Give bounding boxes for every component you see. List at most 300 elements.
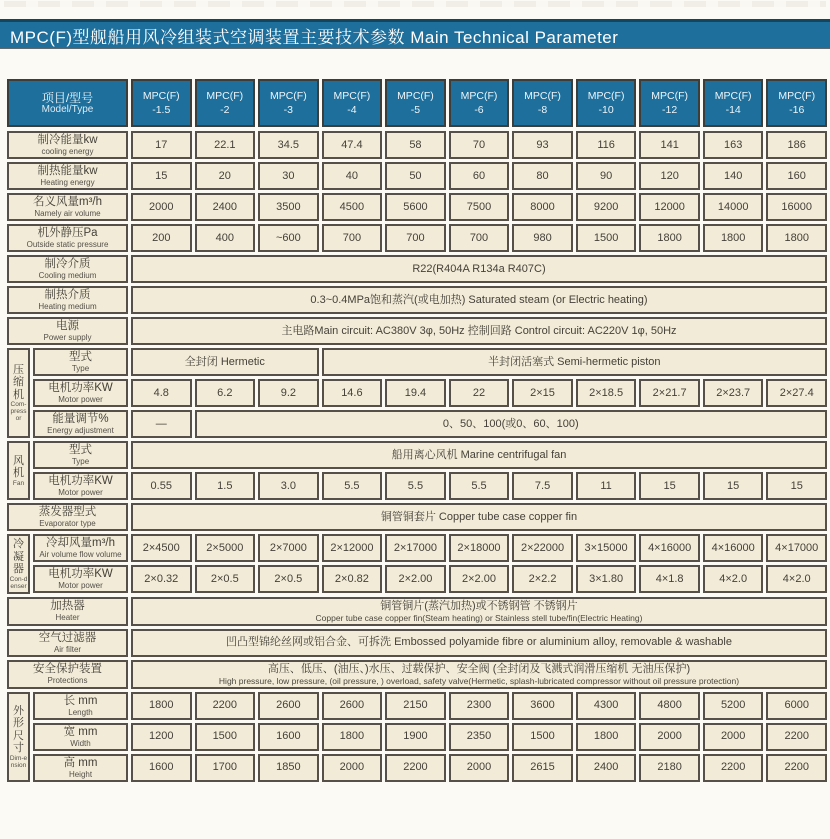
table-cell (703, 692, 764, 720)
table-cell (703, 754, 764, 782)
table-cell (131, 441, 827, 469)
table-row (7, 597, 827, 626)
table-row (33, 534, 827, 562)
row-label-en: Power supply (43, 333, 92, 342)
cell-value: 2000 (149, 200, 174, 213)
cell-value: 2200 (784, 730, 809, 742)
cell-value: 全封闭 Hermetic (184, 355, 265, 368)
cell-value: 2400 (212, 200, 238, 213)
table-cell (131, 754, 192, 782)
group-label-cn-char: 机 (13, 467, 24, 479)
table-cell (195, 193, 256, 221)
table-cell (258, 692, 319, 720)
row-group (7, 441, 827, 503)
table-cell (195, 472, 256, 500)
table-cell (322, 224, 383, 252)
table-cell (131, 410, 192, 438)
row-cells (131, 317, 827, 345)
table-row (7, 660, 827, 689)
row-label (33, 348, 128, 376)
cell-value: — (155, 417, 167, 430)
cell-value: 14000 (717, 200, 749, 213)
cell-value: 2×18.5 (589, 386, 624, 399)
table-row (33, 565, 827, 593)
table-cell (576, 193, 637, 221)
row-cells (131, 754, 827, 782)
cell-value: 4×16000 (648, 541, 692, 554)
row-label-cn: 制冷介质 (44, 258, 91, 270)
cell-value: 2×17000 (393, 541, 438, 554)
cell-value: 5200 (720, 699, 746, 711)
table-cell (195, 534, 256, 562)
row-cells (131, 224, 827, 252)
group-label-en: Fan (12, 479, 25, 487)
cell-value: 700 (469, 231, 489, 244)
table-cell (131, 317, 827, 345)
cell-value: 4×2.0 (719, 572, 748, 585)
cell-value: 0.55 (150, 479, 172, 492)
table-row (33, 754, 827, 782)
row-cells (131, 441, 827, 469)
cell-value: 5.5 (407, 479, 424, 492)
cell-value: 4×1.8 (655, 572, 684, 585)
row-label-cn: 电机功率KW (48, 475, 113, 487)
model-suffix: -12 (662, 104, 678, 116)
row-group (7, 692, 827, 785)
model-name: MPC(F) (714, 90, 752, 102)
cell-value: 22.1 (214, 138, 236, 151)
table-cell (385, 754, 446, 782)
table-cell (131, 162, 192, 190)
cell-value: 400 (215, 231, 234, 244)
cell-value: 3.0 (280, 479, 296, 492)
cell-value: 1700 (212, 761, 238, 773)
row-cells (131, 660, 827, 689)
table-cell (639, 379, 700, 407)
cell-value: 4×16000 (711, 541, 755, 554)
row-label (7, 597, 128, 626)
row-label (7, 286, 128, 314)
row-label-cn: 长 mm (63, 694, 98, 707)
model-name: MPC(F) (333, 90, 371, 102)
model-suffix: -16 (789, 104, 805, 116)
cell-value: 凹凸型锦纶丝网或铝合金、可拆洗 Embossed polyamide fibre or aluminium alloy, removable & washable (226, 636, 732, 648)
header-cells (131, 79, 827, 127)
table-cell (766, 565, 827, 593)
cell-value: 1800 (784, 231, 809, 244)
row-label (7, 660, 128, 689)
table-row (33, 410, 827, 438)
cell-value: 700 (406, 231, 425, 244)
table-row (7, 193, 827, 221)
row-label (7, 193, 128, 221)
cell-value: 2200 (403, 761, 428, 773)
table-cell (703, 162, 764, 190)
table-cell (131, 255, 827, 283)
cell-value: 1600 (276, 730, 301, 742)
group-label-cn-char: 尺 (13, 729, 24, 742)
cell-value: 2×18000 (457, 541, 501, 554)
table-cell (322, 162, 383, 190)
table-cell (449, 534, 510, 562)
cell-value: 47.4 (341, 138, 363, 151)
column-header-cell (576, 79, 637, 127)
table-cell (322, 472, 383, 500)
row-label-cn: 制冷能量kw (37, 134, 98, 146)
table-cell (449, 162, 510, 190)
row-label (33, 472, 128, 500)
table-cell (639, 754, 700, 782)
table-cell (703, 193, 764, 221)
table-cell (512, 754, 573, 782)
table-row (33, 379, 827, 407)
cell-value: 5600 (403, 200, 428, 213)
table-cell (576, 224, 637, 252)
table-cell (639, 565, 700, 593)
table-cell (703, 472, 764, 500)
table-cell (322, 565, 383, 593)
cell-value: 主电路Main circuit: AC380V 3φ, 50Hz 控制回路 Control circuit: AC220V 1φ, 50Hz (281, 324, 677, 337)
table-cell (449, 379, 510, 407)
table-cell (703, 379, 764, 407)
cell-value: 1800 (339, 730, 365, 742)
table-cell (258, 754, 319, 782)
row-cells (131, 503, 827, 531)
cell-value: 15 (727, 479, 740, 492)
row-cells (131, 597, 827, 626)
table-cell (322, 723, 383, 751)
cell-value: 17 (155, 138, 168, 151)
table-cell (449, 131, 510, 159)
table-row (7, 131, 827, 159)
row-cells (131, 286, 827, 314)
table-cell (385, 162, 446, 190)
cell-value: 2615 (530, 761, 555, 773)
row-label-en: Evaporator type (39, 519, 96, 528)
cell-value-en: High pressure, low pressure, (oil pressure, ) overload, safety valve(Hermetic, splash-lubricated compressor without oil pressure protection) (218, 675, 740, 686)
table-row (33, 723, 827, 751)
group-rows (33, 441, 827, 503)
cell-value: 4×17000 (775, 541, 819, 554)
table-cell (258, 723, 319, 751)
model-name: MPC(F) (587, 90, 625, 102)
table-cell (703, 565, 764, 593)
page-title (0, 19, 830, 49)
cell-value: 40 (345, 169, 359, 182)
table-cell (576, 131, 637, 159)
cell-value: 2300 (466, 699, 492, 711)
cell-value: 2×22000 (520, 541, 565, 554)
cell-value: 5.5 (344, 479, 360, 492)
cell-value: 2350 (466, 730, 492, 742)
table-cell (449, 565, 510, 593)
model-name: MPC(F) (206, 90, 244, 102)
cell-value: 700 (342, 231, 362, 244)
table-cell (258, 193, 319, 221)
cell-value: 铜管铜片(蒸汽加热)或不锈钢管 不锈钢片 (380, 599, 578, 612)
group-label (7, 692, 30, 782)
row-label-en: Motor power (58, 395, 103, 404)
row-label-en: Heating medium (38, 302, 97, 311)
row-label-en: Length (68, 707, 93, 717)
table-cell (449, 754, 510, 782)
row-label-cn: 型式 (69, 351, 92, 363)
cell-value: 7.5 (534, 479, 551, 492)
row-label-en: Type (71, 364, 90, 373)
group-rows (33, 534, 827, 597)
group-label-cn-char: 缩 (13, 376, 24, 389)
row-label (7, 224, 128, 252)
row-label (33, 692, 128, 720)
row-label-en: Motor power (58, 488, 103, 497)
header-label-cn: 项目/型号 (41, 91, 94, 105)
table-row (7, 255, 827, 283)
table-cell (766, 754, 827, 782)
row-label-cn: 安全保护装置 (33, 663, 102, 675)
table-row (7, 224, 827, 252)
row-label (33, 441, 128, 469)
row-label-en: Cooling medium (38, 271, 97, 280)
table-cell (258, 162, 319, 190)
row-group (7, 348, 827, 441)
table-cell (639, 131, 700, 159)
table-cell (766, 162, 827, 190)
table-cell (576, 534, 637, 562)
cell-value: 2×5000 (206, 541, 244, 554)
table-cell (131, 286, 827, 314)
cell-value: 0.3~0.4MPa饱和蒸汽(或电加热) Saturated steam (or Electric heating) (310, 293, 648, 306)
row-label-en: Air volume flow volume (39, 550, 122, 559)
table-cell (385, 534, 446, 562)
cell-value: 2×15 (530, 386, 555, 399)
group-label-cn-char: 冷 (13, 538, 24, 550)
cell-value: 9.2 (280, 386, 296, 399)
cell-value: 半封闭活塞式 Semi-hermetic piston (488, 355, 661, 368)
cell-value: 90 (599, 169, 613, 182)
cell-value: 7500 (466, 200, 492, 213)
cell-value: 4×2.0 (782, 572, 811, 585)
table-cell (512, 472, 573, 500)
cell-value: 19.4 (404, 386, 427, 399)
row-cells (131, 255, 827, 283)
table-row (33, 441, 827, 469)
cell-value: 4800 (657, 699, 682, 711)
row-cells (131, 348, 827, 376)
table-cell (385, 131, 446, 159)
group-label (7, 441, 30, 500)
table-cell (131, 660, 827, 689)
table-cell (639, 224, 700, 252)
row-label (33, 754, 128, 782)
table-row (7, 162, 827, 190)
cell-value: 1850 (276, 761, 301, 773)
table-cell (449, 472, 510, 500)
cell-value: 2×21.7 (652, 386, 687, 399)
cell-value: 60 (472, 169, 486, 182)
cell-value: 1600 (149, 761, 174, 773)
table-cell (512, 193, 573, 221)
table-cell (576, 162, 637, 190)
model-suffix: -2 (220, 104, 230, 116)
scan-edge-artifact (4, 1, 826, 7)
table-cell (258, 131, 319, 159)
cell-value: 1800 (657, 231, 682, 244)
cell-value: 50 (409, 169, 422, 182)
model-name: MPC(F) (269, 90, 307, 102)
cell-value: 120 (660, 169, 679, 182)
cell-value: 58 (409, 138, 422, 151)
cell-value: 15 (663, 479, 676, 492)
cell-value: 3600 (530, 699, 555, 711)
table-cell (385, 723, 446, 751)
row-label-en: Height (68, 769, 93, 779)
table-cell (449, 692, 510, 720)
group-label (7, 348, 30, 438)
row-label-cn: 高 mm (63, 756, 98, 769)
table-cell (131, 348, 319, 376)
table-cell (258, 224, 319, 252)
column-header-cell (385, 79, 446, 127)
cell-value: 12000 (654, 200, 685, 213)
table-cell (131, 692, 192, 720)
cell-value: 1500 (530, 730, 555, 742)
table-cell (385, 472, 446, 500)
cell-value: 22 (472, 386, 486, 399)
group-label (7, 534, 30, 594)
group-label-cn-char: 外 (13, 704, 24, 717)
row-cells (131, 193, 827, 221)
table-cell (766, 131, 827, 159)
model-name: MPC(F) (651, 90, 688, 102)
row-label-cn: 电源 (56, 320, 79, 332)
row-label-cn: 名义风量m³/h (33, 196, 102, 208)
table-cell (576, 754, 637, 782)
cell-value: 3500 (276, 200, 301, 213)
cell-value: 2×4500 (142, 541, 180, 554)
column-header-cell (639, 79, 700, 127)
cell-value: 2400 (593, 761, 619, 773)
cell-value: 6000 (784, 699, 809, 711)
column-header-cell (195, 79, 256, 127)
table-cell (322, 131, 383, 159)
cell-value: 2200 (784, 761, 809, 773)
row-label-en: Motor power (58, 581, 103, 590)
cell-value: 2000 (657, 730, 682, 742)
cell-value: 30 (282, 169, 295, 182)
cell-value: 9200 (593, 200, 619, 213)
parameters-table (7, 79, 827, 785)
table-cell (576, 565, 637, 593)
cell-value: 1800 (720, 231, 746, 244)
row-label-cn: 能量调节% (52, 413, 109, 425)
column-header-cell (449, 79, 510, 127)
model-suffix: -14 (725, 104, 741, 116)
row-label (7, 317, 128, 345)
group-label-cn-char: 压 (13, 363, 24, 376)
cell-value: 铜管铜套片 Copper tube case copper fin (380, 510, 578, 523)
table-cell (195, 224, 256, 252)
table-cell (576, 472, 637, 500)
table-cell (766, 472, 827, 500)
table-cell (131, 224, 192, 252)
table-cell (639, 472, 700, 500)
cell-value: 5.5 (471, 479, 487, 492)
row-cells (131, 565, 827, 593)
table-cell (766, 692, 827, 720)
model-name: MPC(F) (778, 90, 816, 102)
table-cell (639, 692, 700, 720)
cell-value: 1800 (149, 699, 174, 711)
table-cell (131, 131, 192, 159)
model-suffix: -6 (474, 104, 484, 116)
cell-value: 70 (472, 138, 486, 151)
group-label-cn-char: 凝 (13, 550, 24, 563)
row-cells (131, 379, 827, 407)
table-cell (576, 723, 637, 751)
table-cell (639, 723, 700, 751)
row-label-cn: 电机功率KW (48, 568, 113, 580)
row-label (33, 410, 128, 438)
row-label-cn: 制热介质 (44, 289, 91, 301)
table-cell (766, 723, 827, 751)
table-cell (195, 162, 256, 190)
table-cell (512, 565, 573, 593)
table-row (33, 348, 827, 376)
group-label-cn-char: 寸 (13, 742, 24, 754)
table-cell (195, 692, 256, 720)
row-label (33, 565, 128, 593)
cell-value: 2200 (720, 761, 746, 773)
cell-value: 186 (787, 138, 806, 151)
table-header-row (7, 79, 827, 127)
cell-value: 141 (660, 138, 679, 151)
model-name: MPC(F) (460, 90, 498, 102)
table-row (7, 629, 827, 657)
group-rows (33, 348, 827, 441)
cell-value: 15 (155, 169, 168, 182)
cell-value: 200 (152, 231, 171, 244)
cell-value: 1500 (212, 730, 238, 742)
cell-value: 0、50、100(或0、60、100) (442, 417, 579, 430)
cell-value: 93 (536, 138, 549, 151)
table-row (33, 692, 827, 720)
cell-value: 1900 (403, 730, 428, 742)
row-cells (131, 131, 827, 159)
cell-value: 2600 (276, 699, 301, 711)
row-label-cn: 蒸发器型式 (38, 506, 97, 518)
cell-value-en: Copper tube case copper fin(Steam heating) or Stainless stell tube/fin(Electric Heating) (315, 612, 643, 623)
header-model-type-cell (7, 79, 128, 127)
row-label-en: Air filter (53, 644, 82, 654)
column-header-cell (703, 79, 764, 127)
cell-value: 3×15000 (584, 541, 628, 554)
cell-value: 4500 (339, 200, 365, 213)
cell-value: 2200 (212, 699, 238, 711)
cell-value: 14.6 (341, 386, 363, 399)
row-label-cn: 电机功率KW (48, 382, 113, 394)
group-rows (33, 692, 827, 785)
table-cell (766, 379, 827, 407)
row-label-en: Heating energy (40, 178, 95, 187)
column-header-cell (322, 79, 383, 127)
cell-value: 4300 (593, 699, 619, 711)
cell-value: 6.2 (217, 386, 233, 399)
model-name: MPC(F) (397, 90, 434, 102)
row-label (33, 379, 128, 407)
table-cell (131, 379, 192, 407)
table-cell (766, 534, 827, 562)
row-group (7, 534, 827, 597)
